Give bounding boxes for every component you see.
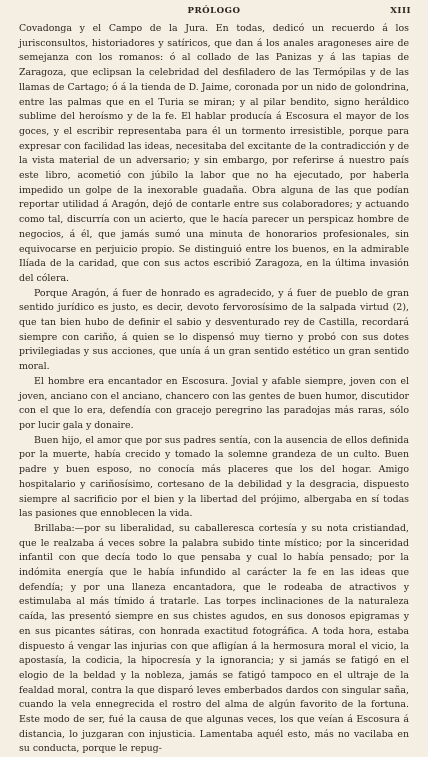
paragraph: Covadonga y el Campo de la Jura. En todas, dedicó un recuerdo á los jurisconsultos, historiadores y satíricos, que dan á los anales aragoneses aire de semejanza con los romanos: ó al collado de las Panizas y á las tapias de Zaragoza, que eclipsan la celebridad del desfiladero de las Termópilas y de las llamas de Cartago; ó á la tienda de D. Jaime, coronada por un nido de golondrina, entre las palmas que en el Turia se miran; y al pilar bendito, signo heráldico sublime del heroísmo y de la fe. El hablar producía á Escosura el mayor de los goces, y el escribir representaba para él un tormento irresistible, porque para expresar con facilidad las ideas, necesitaba del excitante de la contradicción y de la vista material de un adversario; y sin embargo, por referirse á nuestro país este libro, acometió con júbilo la labor que no ha ejecutado, por haberla impedido un golpe de la inexorable guadaña. Obra alguna de las que podían reportar utilidad á Aragón, dejó de contarle entre sus colaboradores; y actuando como tal, discurría con un acierto, que le hacía parecer un perspicaz hombre de negocios, á él, que jamás sumó una minuta de honorarios profesionales, sin equivocarse en perjuicio propio. Se distinguió entre los buenos, en la admirable Ilíada de la caridad, que con sus actos escribió Zaragoza, en la última invasión del cólera.: [19, 23, 409, 284]
running-header: [0, 6, 428, 20]
paragraph: Brillaba:—por su liberalidad, su caballeresca cortesía y su nota cristiandad, que le realzaba á veces sobre la palabra subido tinte místico; por la sinceridad infantil con que decía todo lo que pensaba y cual lo había pensado; por la indómita energía que le había infundido al carácter la fe en las ideas que defendía; y por una llaneza encantadora, que le rodeaba de atractivos y estimulaba al más tímido á tratarle. Las torpes inclinaciones de la naturaleza caída, las presentó siempre en sus chistes agudos, en sus donosos epigramas y en sus picantes sátiras, con honrada exactitud fotográfica. A toda hora, estaba dispuesto á vengar las injurias con que afligían á la hermosura moral el vicio, la apostasía, la codicia, la hipocresía y la ignorancia; y si jamás se fatigó en el elogio de la beldad y la nobleza, jamás se fatigó tampoco en el ultraje de la fealdad moral, contra la que disparó leves emberbados dardos con singular saña, cuando la vela ennegrecida el rostro del alma de algún favorito de la fortuna. Este modo de ser, fué la causa de que algunas veces, los que veían á Escosura á distancia, lo juzgaran con injusticia. Lamentaba aquél esto, más no vacilaba en su conducta, porque le repug-: [19, 522, 409, 755]
paragraph: Porque Aragón, á fuer de honrado es agradecido, y á fuer de pueblo de gran sentido jurídico es justo, es decir, devoto fervorosísimo de la salpada virtud (2), que tan bien hubo de definir el sabio y desventurado rey de Castilla, recordará siempre con cariño, á quien se lo dispensó muy tierno y probó con sus dotes privilegiadas y sus acciones, que unía á un gran sentido estético un gran sentido moral.: [19, 287, 409, 373]
paragraph: El hombre era encantador en Escosura. Jovial y afable siempre, joven con el joven, anciano con el anciano, chancero con las gentes de buen humor, discutidor con el que lo era, defendía con gracejo peregrino las paradojas más raras, sólo por lucir gala y donaire.: [19, 375, 409, 431]
page-body: [19, 22, 409, 757]
page-number: XIII: [390, 6, 411, 16]
running-title: PRÓLOGO: [187, 6, 241, 16]
paragraph: Buen hijo, el amor que por sus padres sentía, con la ausencia de ellos definida por la muerte, había crecido y tomado la solemne grandeza de un culto. Buen padre y buen esposo, no conocía más placeres que los del hogar. Amigo hospitalario y cariñosísimo, cortesano de la debilidad y la desgracia, dispuesto siempre al sacrificio por el bien y la libertad del prójimo, albergaba en sí todas las pasiones que ennoblecen la vida.: [19, 434, 409, 520]
